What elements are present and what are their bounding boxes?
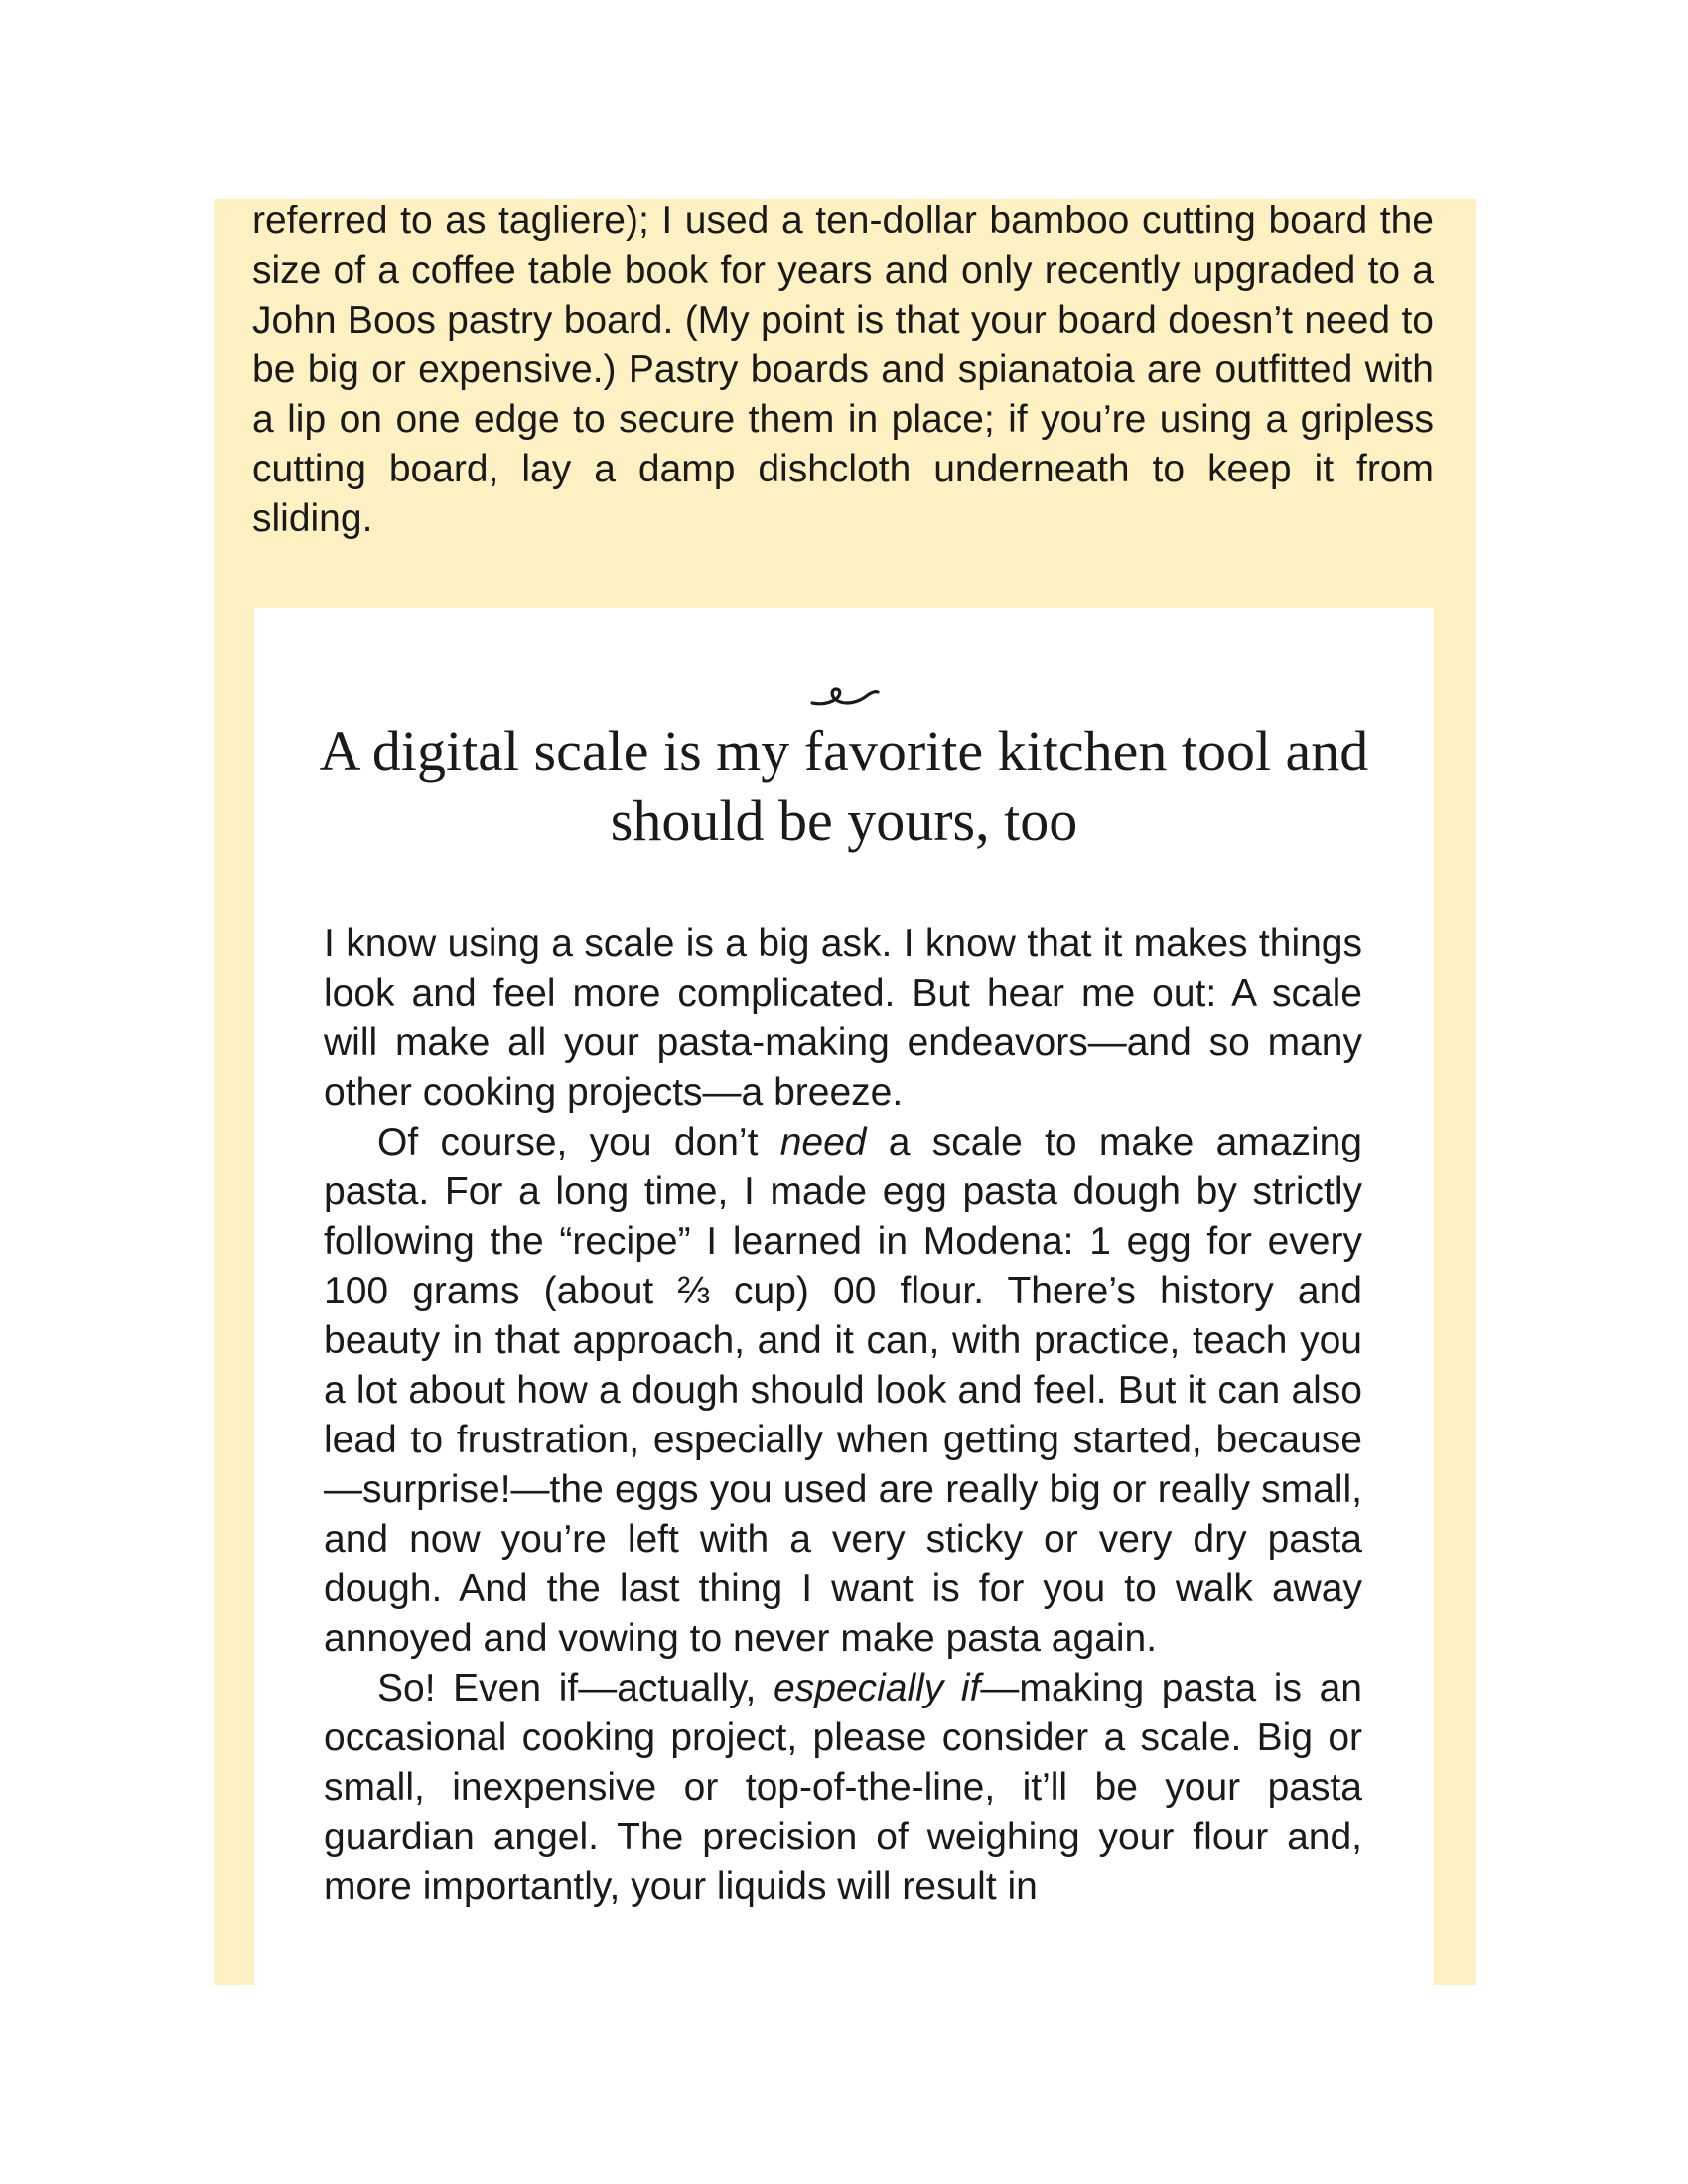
intro-paragraph: referred to as tagliere); I used a ten-dollar bamboo cutting board the size of a coffee table book for years and only recently upgraded to a John Boos pastry board. (My point is that your board doesn’t need to be big or expensive.) Pastry boards and spianatoia are outfitted with a lip on one edge to secure them in place; if you’re using a gripless cutting board, lay a damp dishcloth underneath to keep it from sliding. (252, 200, 1434, 540)
paragraph-2-text-b: a scale to make amazing pasta. For a long time, I made egg pasta dough by strictly following the “recipe” I learned in Modena: 1 egg for every 100 grams (about ⅔ cup) 00 flour. There’s history and beauty in that approach, and it can, with practice, teach you a lot about how a dough should look and feel. But it can also lead to frustration, especially when getting started, because—surprise!—the eggs you used are really big or really small, and now you’re left with a very sticky or very dry pasta dough. And the last thing I want is for you to walk away annoyed and vowing to never make pasta again. (324, 1121, 1362, 1660)
inset-body (324, 919, 1362, 1912)
paragraph-3-text-a: So! Even if—actually, (377, 1667, 774, 1709)
paragraph-2-text-a: Of course, you don’t (377, 1121, 780, 1163)
body-paragraph-3 (324, 1664, 1362, 1912)
flourish-ornament-icon (808, 681, 882, 713)
inset-heading: A digital scale is my favorite kitchen tool and should be yours, too (319, 719, 1369, 853)
paragraph-3-emphasis: especially if (774, 1667, 981, 1709)
paragraph-2-emphasis: need (779, 1121, 867, 1163)
paragraph-3-text-b: —making pasta is an occasional cooking project, please consider a scale. Big or small, inexpensive or top-of-the-line, it’ll be your pasta guardian angel. The precision of weighing your flour and, more importantly, your liquids will result in (324, 1667, 1362, 1908)
body-paragraph-2 (324, 1118, 1362, 1664)
body-paragraph-1: I know using a scale is a big ask. I know that it makes things look and feel more complicated. But hear me out: A scale will make all your pasta-making endeavors—and so many other cooking projects—a breeze. (324, 922, 1362, 1114)
